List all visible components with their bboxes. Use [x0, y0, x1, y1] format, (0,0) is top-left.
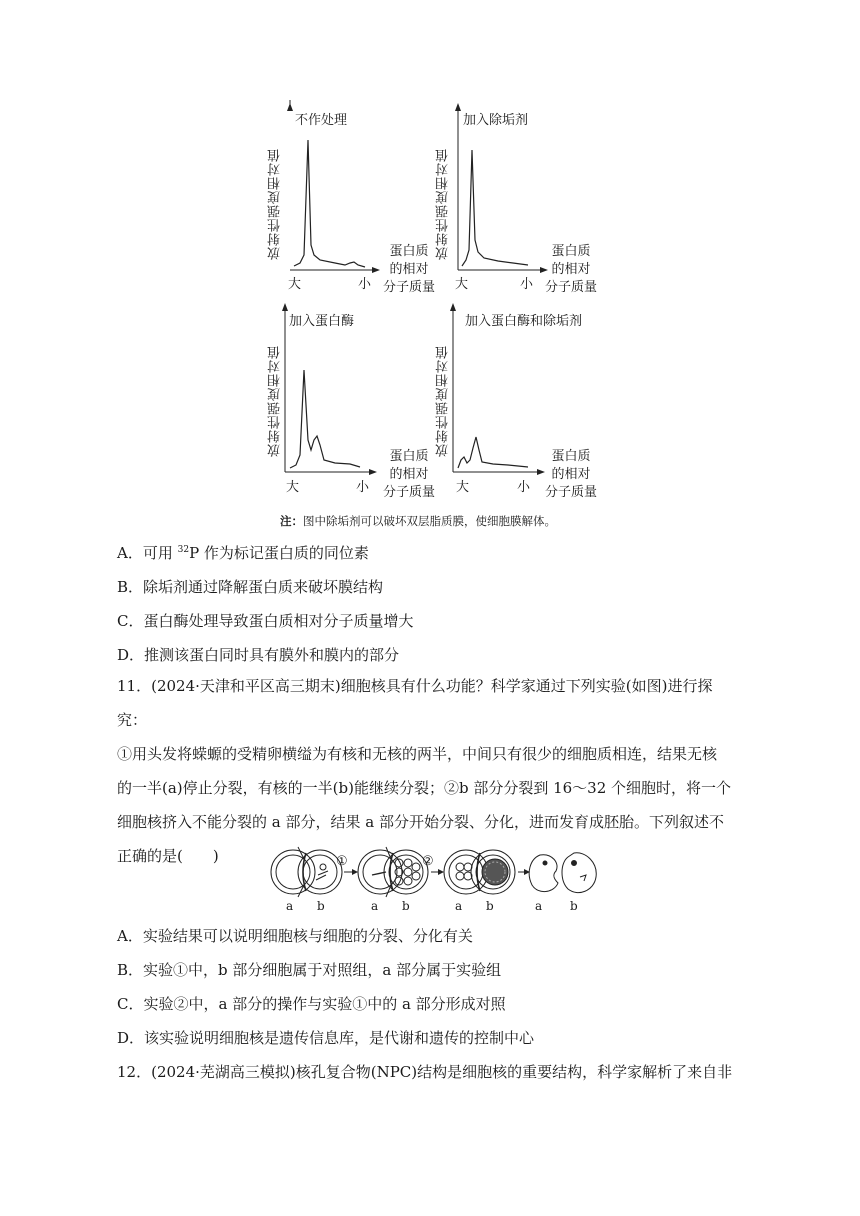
q11-option-a: A．实验结果可以说明细胞核与细胞的分裂、分化有关 [117, 927, 473, 945]
graph-plot [448, 300, 548, 480]
fig-label: a [286, 899, 294, 913]
fig-label: b [402, 899, 410, 913]
panel-title: 加入蛋白酶 [289, 314, 355, 329]
fig-label: a [535, 899, 543, 913]
note-text: 图中除垢剂可以破坏双层脂质膜，使细胞膜解体。 [303, 514, 556, 528]
x-label-line: 分子质量 [383, 485, 436, 500]
graph-plot [280, 100, 380, 280]
q11-stem-line: ①用头发将蝾螈的受精卵横缢为有核和无核的两半，中间只有很少的细胞质相连，结果无核 [117, 745, 718, 763]
q10-option-c: C．蛋白酶处理导致蛋白质相对分子质量增大 [117, 612, 414, 630]
fig-label: a [455, 899, 463, 913]
x-label-line: 的相对 [551, 467, 591, 482]
q10-option-b: B．除垢剂通过降解蛋白质来破坏膜结构 [117, 578, 384, 596]
step-2-label: ② [422, 854, 434, 869]
q11-option-d: D．该实验说明细胞核是遗传信息库，是代谢和遗传的控制中心 [117, 1029, 535, 1047]
x-tick-large: 大 [288, 277, 302, 292]
panel-title: 加入除垢剂 [463, 113, 529, 128]
x-tick-small: 小 [517, 480, 531, 495]
q11-stem-line: 11．(2024·天津和平区高三期末)细胞核具有什么功能？科学家通过下列实验(如图)进行探究： [117, 677, 713, 729]
x-label-line: 分子质量 [383, 280, 436, 295]
y-axis-label: 放射性强度相对值 [268, 345, 283, 457]
fig-label: a [371, 899, 379, 913]
option-text: A．可用 [117, 544, 178, 562]
x-axis-label [545, 448, 597, 502]
x-label-line: 蛋白质 [551, 449, 591, 464]
x-tick-small: 小 [358, 277, 372, 292]
x-label-line: 蛋白质 [551, 244, 591, 259]
egg-stage-2 [358, 847, 428, 897]
q11-stem-line: 细胞核挤入不能分裂的 a 部分，结果 a 部分开始分裂、分化，进而发育成胚胎。下列叙述不 [117, 813, 724, 831]
q12-stem: 12．(2024·芜湖高三模拟)核孔复合物(NPC)结构是细胞核的重要结构，科学家解析了来自非 [117, 1063, 733, 1081]
q10-option-a [117, 542, 369, 563]
x-tick-large: 大 [286, 480, 300, 495]
q11-option-b: B．实验①中，b 部分细胞属于对照组，a 部分属于实验组 [117, 961, 502, 979]
y-axis-label: 放射性强度相对值 [436, 345, 451, 457]
y-axis-label: 放射性强度相对值 [268, 148, 283, 260]
figure-note [280, 513, 556, 529]
fig-label: b [317, 899, 325, 913]
q10-option-d: D．推测该蛋白同时具有膜外和膜内的部分 [117, 646, 400, 664]
embryo-stage [529, 853, 596, 893]
x-tick-small: 小 [520, 277, 534, 292]
dense-cell-mass [482, 859, 508, 885]
x-axis-label [545, 243, 597, 297]
newt-egg-diagram [268, 845, 598, 900]
q11-stem-line: 正确的是( ) [117, 847, 219, 865]
graph-plot [280, 300, 380, 480]
note-prefix: 注： [280, 514, 303, 528]
x-label-line: 分子质量 [545, 485, 598, 500]
q11-stem [117, 669, 737, 873]
egg-stage-1 [271, 847, 342, 897]
fig-label: b [570, 899, 578, 913]
panel-title: 加入蛋白酶和除垢剂 [465, 314, 583, 329]
x-tick-large: 大 [456, 480, 470, 495]
y-axis-label: 放射性强度相对值 [436, 148, 451, 260]
step-1-label: ① [336, 854, 348, 869]
isotope-superscript: 32 [177, 545, 190, 555]
panel-title: 不作处理 [295, 113, 348, 128]
x-label-line: 的相对 [389, 467, 429, 482]
x-tick-small: 小 [356, 480, 370, 495]
x-tick-large: 大 [455, 277, 469, 292]
option-text: P 作为标记蛋白质的同位素 [189, 544, 369, 562]
x-label-line: 的相对 [389, 262, 429, 277]
x-label-line: 蛋白质 [389, 244, 429, 259]
x-label-line: 的相对 [551, 262, 591, 277]
fig-label: b [486, 899, 494, 913]
q11-stem-line: 的一半(a)停止分裂，有核的一半(b)能继续分裂；②b 部分分裂到 16～32 个细胞时，将一个 [117, 779, 732, 797]
q11-option-c: C．实验②中，a 部分的操作与实验①中的 a 部分形成对照 [117, 995, 506, 1013]
x-axis-label [383, 243, 435, 297]
x-label-line: 分子质量 [545, 280, 598, 295]
graph-plot [448, 100, 548, 280]
x-label-line: 蛋白质 [389, 449, 429, 464]
x-axis-label [383, 448, 435, 502]
